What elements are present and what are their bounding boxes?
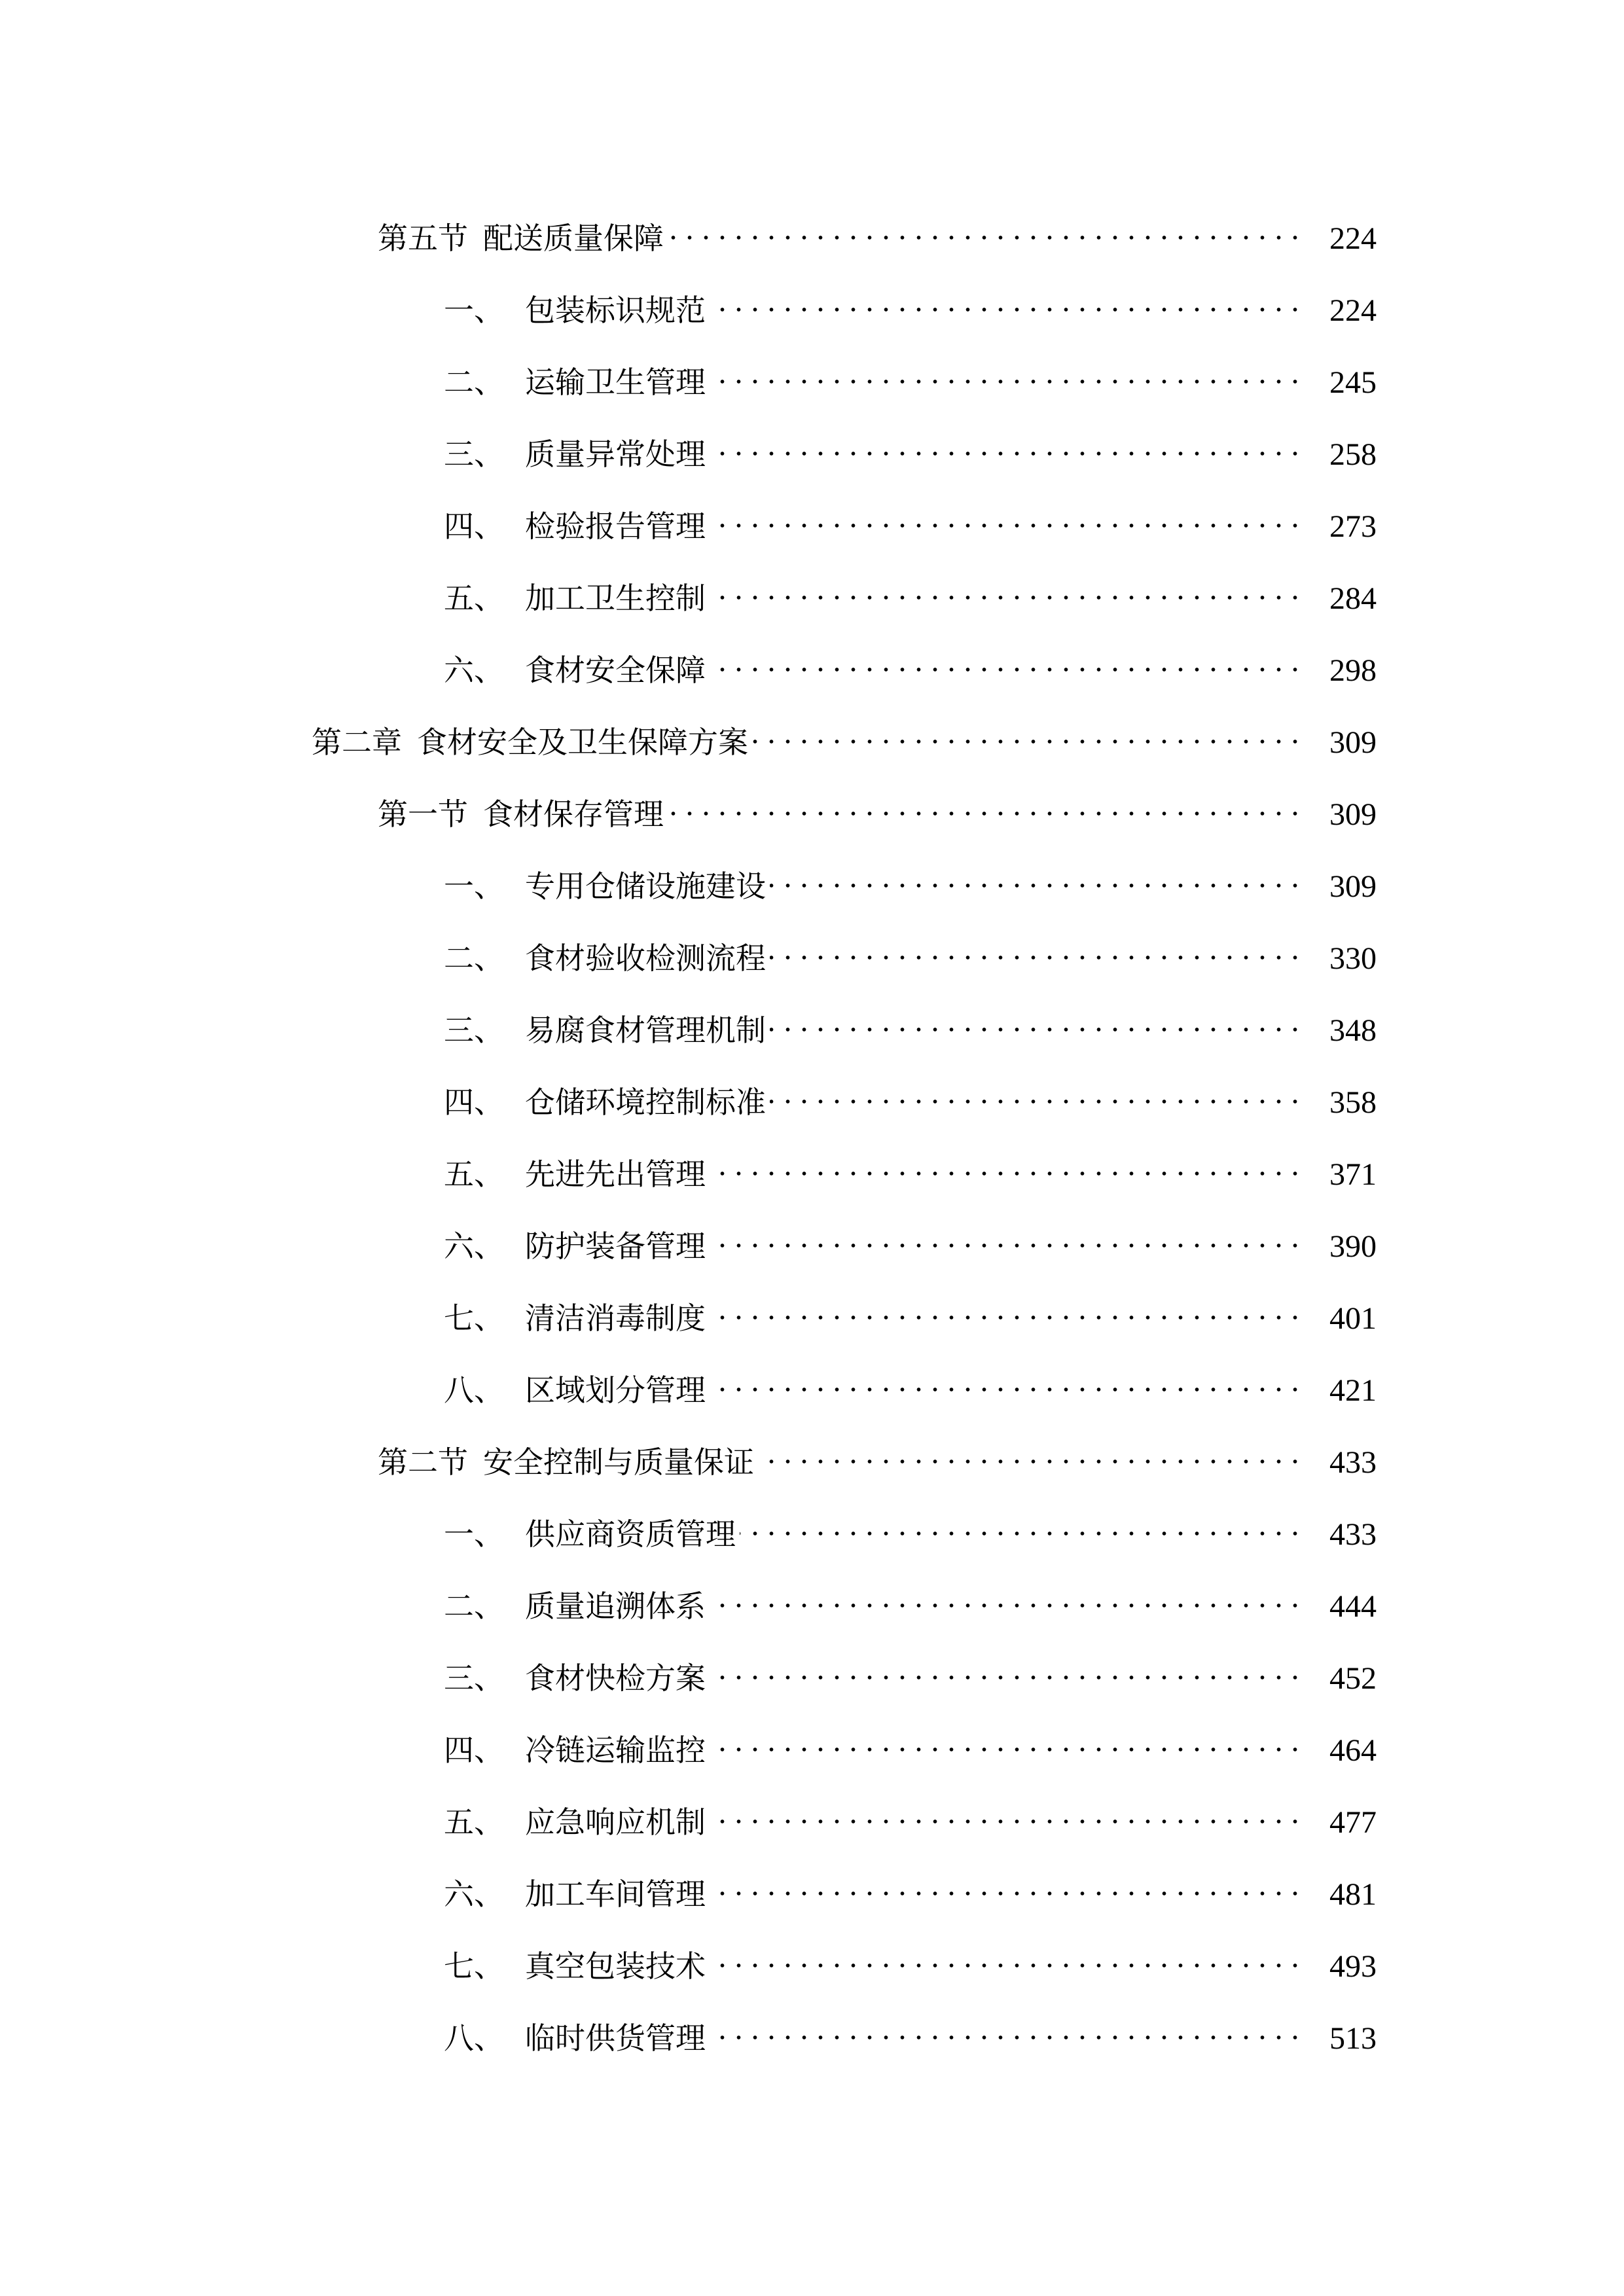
toc-entry-item[interactable] [444,1577,1377,1624]
toc-entry-title: 第二章 食材安全及卫生保障方案 [312,725,748,760]
toc-entry-section[interactable] [378,1433,1377,1480]
toc-entry-number: 五、 [444,581,504,616]
toc-entry-item[interactable] [444,1217,1377,1264]
toc-entry-number: 四、 [444,1732,504,1768]
dot-leader [710,1361,1303,1401]
toc-entry-item[interactable] [444,1001,1377,1048]
toc-entry-item[interactable] [444,1865,1377,1912]
toc-entry-title: 临时供货管理 [525,2020,706,2056]
toc-entry-title: 检验报告管理 [525,509,706,544]
toc-entry-page: 493 [1329,1949,1377,1984]
toc-entry-page: 433 [1329,1445,1377,1480]
toc-entry-item[interactable] [444,1361,1377,1408]
toc-entry-item[interactable] [444,1649,1377,1696]
toc-entry-page: 298 [1329,653,1377,688]
toc-entry-number: 一、 [444,1516,504,1552]
toc-entry-item[interactable] [444,857,1377,904]
dot-leader [710,641,1303,681]
toc-entry-page: 371 [1329,1157,1377,1192]
toc-entry-number: 七、 [444,1300,504,1336]
toc-entry-title: 应急响应机制 [525,1804,706,1840]
toc-entry-title: 食材安全保障 [525,653,706,688]
dot-leader [710,1649,1303,1689]
toc-entry-item[interactable] [444,353,1377,400]
toc-entry-title: 清洁消毒制度 [525,1300,706,1336]
toc-entry-number: 八、 [444,1372,504,1408]
dot-leader [770,1073,1303,1113]
toc-entry-page: 444 [1329,1589,1377,1624]
dot-leader [770,857,1303,897]
dot-leader [710,497,1303,537]
toc-entry-page: 330 [1329,941,1377,976]
dot-leader [710,353,1303,393]
toc-entry-title: 食材验收检测流程 [525,941,766,976]
toc-entry-page: 390 [1329,1229,1377,1264]
toc-entry-item[interactable] [444,281,1377,328]
toc-entry-page: 452 [1329,1661,1377,1696]
toc-entry-number: 四、 [444,1085,504,1120]
dot-leader [710,1865,1303,1905]
toc-entry-title: 防护装备管理 [525,1229,706,1264]
toc-entry-title: 易腐食材管理机制 [525,1013,766,1048]
dot-leader [710,1937,1303,1977]
toc-entry-item[interactable] [444,1073,1377,1120]
toc-entry-number: 四、 [444,509,504,544]
toc-entry-section[interactable] [378,785,1377,832]
toc-entry-item[interactable] [444,1793,1377,1840]
dot-leader [752,713,1303,753]
toc-entry-number: 三、 [444,437,504,472]
toc-entry-page: 513 [1329,2021,1377,2056]
toc-entry-page: 273 [1329,509,1377,544]
dot-leader [710,281,1303,321]
dot-leader [710,1577,1303,1617]
toc-entry-item[interactable] [444,1145,1377,1192]
dot-leader [668,209,1303,249]
toc-entry-page: 477 [1329,1805,1377,1840]
toc-entry-item[interactable] [444,1721,1377,1768]
toc-entry-title: 专用仓储设施建设 [525,869,766,904]
toc-entry-page: 224 [1329,293,1377,328]
toc-entry-page: 309 [1329,797,1377,832]
toc-entry-number: 五、 [444,1157,504,1192]
toc-entry-page: 348 [1329,1013,1377,1048]
toc-entry-title: 供应商资质管理 [525,1516,736,1552]
toc-entry-title: 第五节 配送质量保障 [378,221,664,256]
dot-leader [770,1001,1303,1041]
dot-leader [710,1145,1303,1185]
toc-entry-section[interactable] [378,209,1377,256]
toc-entry-title: 运输卫生管理 [525,365,706,400]
dot-leader [710,2009,1303,2049]
toc-entry-title: 先进先出管理 [525,1157,706,1192]
toc-entry-page: 224 [1329,221,1377,256]
toc-entry-item[interactable] [444,2009,1377,2056]
toc-entry-number: 六、 [444,1229,504,1264]
toc-entry-page: 481 [1329,1877,1377,1912]
toc-entry-title: 包装标识规范 [525,293,706,328]
toc-entry-number: 二、 [444,941,504,976]
toc-entry-title: 质量异常处理 [525,437,706,472]
dot-leader [758,1433,1303,1473]
toc-entry-page: 258 [1329,437,1377,472]
dot-leader [710,425,1303,465]
dot-leader [668,785,1303,825]
toc-entry-number: 八、 [444,2020,504,2056]
toc-entry-title: 食材快检方案 [525,1660,706,1696]
dot-leader [710,1721,1303,1761]
toc-entry-number: 三、 [444,1660,504,1696]
toc-entry-page: 309 [1329,869,1377,904]
toc-entry-number: 二、 [444,365,504,400]
toc-entry-page: 358 [1329,1085,1377,1120]
toc-entry-number: 一、 [444,293,504,328]
toc-entry-item[interactable] [444,1937,1377,1984]
toc-entry-item[interactable] [444,425,1377,472]
dot-leader [710,1793,1303,1833]
toc-entry-number: 三、 [444,1013,504,1048]
toc-entry-item[interactable] [444,569,1377,616]
toc-entry-item[interactable] [444,1289,1377,1336]
toc-entry-number: 一、 [444,869,504,904]
dot-leader [740,1505,1303,1545]
toc-entry-number: 六、 [444,653,504,688]
toc-entry-title: 冷链运输监控 [525,1732,706,1768]
toc-entry-item[interactable] [444,1505,1377,1552]
toc-entry-page: 433 [1329,1517,1377,1552]
dot-leader [710,1289,1303,1329]
toc-entry-page: 309 [1329,725,1377,760]
toc-entry-page: 284 [1329,581,1377,616]
toc-entry-item[interactable] [444,497,1377,544]
toc-entry-number: 五、 [444,1804,504,1840]
toc-entry-title: 真空包装技术 [525,1948,706,1984]
toc-entry-title: 第一节 食材保存管理 [378,797,664,832]
toc-entry-title: 第二节 安全控制与质量保证 [378,1444,754,1480]
dot-leader [710,1217,1303,1257]
toc-entry-page: 401 [1329,1301,1377,1336]
toc-entry-page: 464 [1329,1733,1377,1768]
toc-entry-title: 质量追溯体系 [525,1588,706,1624]
toc-entry-chapter[interactable] [312,713,1377,760]
toc-entry-title: 加工车间管理 [525,1876,706,1912]
toc-entry-number: 二、 [444,1588,504,1624]
toc-entry-title: 仓储环境控制标准 [525,1085,766,1120]
dot-leader [710,569,1303,609]
toc-entry-item[interactable] [444,641,1377,688]
toc-entry-page: 421 [1329,1373,1377,1408]
toc-entry-item[interactable] [444,929,1377,976]
toc-entry-title: 加工卫生控制 [525,581,706,616]
toc-entry-number: 七、 [444,1948,504,1984]
toc-entry-title: 区域划分管理 [525,1372,706,1408]
toc-entry-page: 245 [1329,365,1377,400]
dot-leader [770,929,1303,969]
toc-entry-number: 六、 [444,1876,504,1912]
